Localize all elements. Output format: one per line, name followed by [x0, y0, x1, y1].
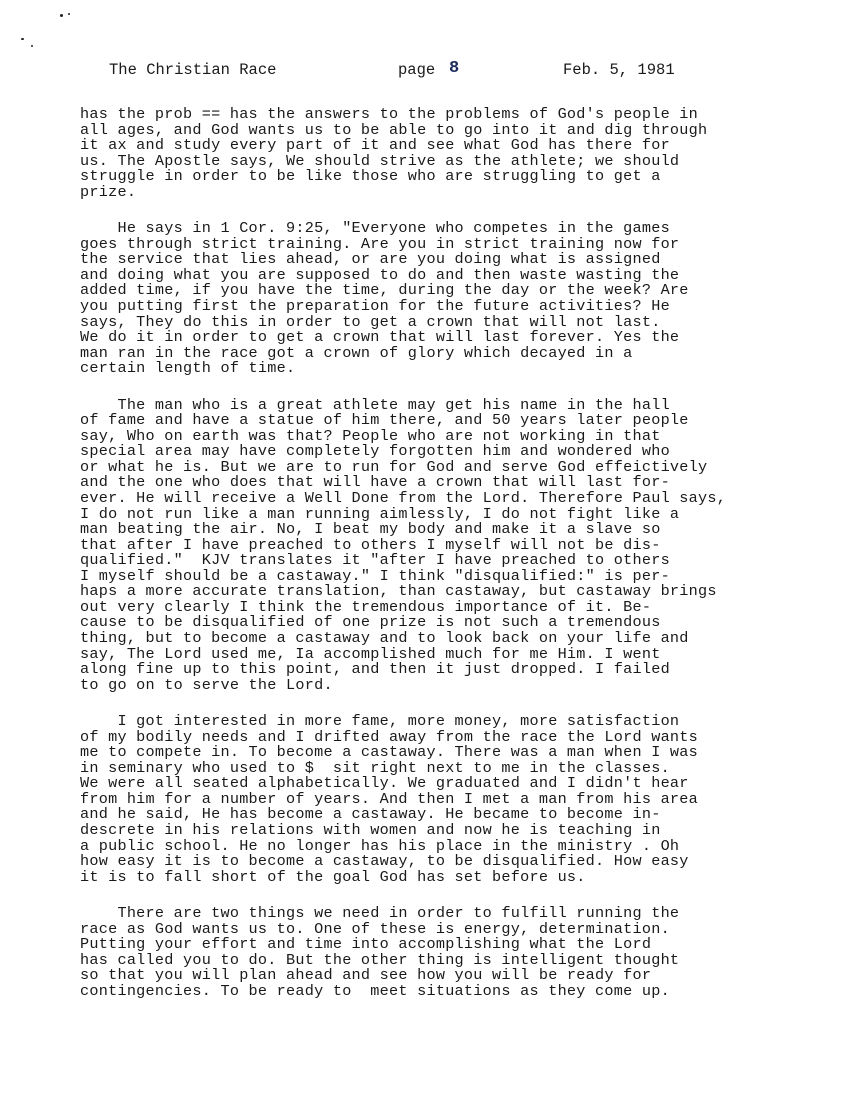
text-line: We do it in order to get a crown that will last forever. Yes the: [80, 328, 680, 347]
document-date: Feb. 5, 1981: [563, 61, 675, 79]
text-line: or what he is. But we are to run for God and serve God effeictively: [80, 457, 708, 476]
document-title: The Christian Race: [109, 61, 277, 79]
text-line: struggle in order to be like those who are struggling to get a: [80, 167, 661, 186]
paragraph: [80, 107, 820, 200]
text-line: descrete in his relations with women and now he is teaching in: [80, 820, 661, 839]
text-line: added time, if you have the time, during the day or the week? Are: [80, 281, 689, 300]
body-text: [80, 107, 820, 1020]
text-line: man beating the air. No, I beat my body and make it a slave so: [80, 520, 661, 539]
text-line: I got interested in more fame, more money, more satisfaction: [80, 712, 680, 731]
text-line: so that you will plan ahead and see how you will be ready for: [80, 966, 652, 985]
text-line: special area may have completely forgotten him and wondered who: [80, 442, 670, 461]
text-line: say, The Lord used me, Ia accomplished much for me Him. I went: [80, 644, 661, 663]
text-line: in seminary who used to $ sit right next to me in the classes.: [80, 758, 670, 777]
text-line: He says in 1 Cor. 9:25, "Everyone who competes in the games: [80, 219, 670, 238]
text-line: of fame and have a statue of him there, and 50 years later people: [80, 411, 689, 430]
text-line: There are two things we need in order to fulfill running the: [80, 904, 680, 923]
text-line: from him for a number of years. And then I met a man from his area: [80, 789, 699, 808]
text-line: prize.: [80, 182, 137, 201]
text-line: The man who is a great athlete may get his name in the hall: [80, 395, 670, 414]
ink-speck: [21, 38, 24, 40]
text-line: us. The Apostle says, We should strive as the athlete; we should: [80, 151, 680, 170]
text-line: goes through strict training. Are you in strict training now for: [80, 234, 680, 253]
paragraph: [80, 714, 820, 885]
text-line: thing, but to become a castaway and to look back on your life and: [80, 628, 689, 647]
text-line: along fine up to this point, and then it just dropped. I failed: [80, 660, 670, 679]
text-line: to go on to serve the Lord.: [80, 675, 333, 694]
text-line: has the prob == has the answers to the problems of God's people in: [80, 105, 699, 123]
text-line: race as God wants us to. One of these is energy, determination.: [80, 919, 670, 938]
text-line: it is to fall short of the goal God has set before us.: [80, 867, 586, 886]
text-line: that after I have preached to others I myself will not be dis-: [80, 535, 661, 554]
ink-speck: [68, 13, 70, 15]
text-line: out very clearly I think the tremendous importance of it. Be-: [80, 597, 652, 616]
paragraph: [80, 906, 820, 999]
text-line: of my bodily needs and I drifted away from the race the Lord wants: [80, 727, 699, 746]
text-line: cause to be disqualified of one prize is not such a tremendous: [80, 613, 661, 632]
text-line: and he said, He has become a castaway. He became to become in-: [80, 805, 661, 824]
page-header: [0, 61, 851, 83]
page-label: page: [398, 61, 436, 79]
text-line: I do not run like a man running aimlessly, I do not fight like a: [80, 504, 680, 523]
text-line: how easy it is to become a castaway, to be disqualified. How easy: [80, 852, 689, 871]
ink-speck: [31, 45, 33, 47]
text-line: man ran in the race got a crown of glory which decayed in a: [80, 343, 633, 362]
text-line: and doing what you are supposed to do and then waste wasting the: [80, 265, 680, 284]
text-line: has called you to do. But the other thing is intelligent thought: [80, 950, 680, 969]
text-line: ever. He will receive a Well Done from the Lord. Therefore Paul says,: [80, 489, 727, 508]
text-line: certain length of time.: [80, 359, 296, 378]
text-line: you putting first the preparation for the future activities? He: [80, 297, 670, 316]
text-line: Putting your effort and time into accomplishing what the Lord: [80, 935, 652, 954]
text-line: it ax and study every part of it and see what God has there for: [80, 136, 670, 155]
text-line: contingencies. To be ready to meet situations as they come up.: [80, 981, 670, 1000]
text-line: all ages, and God wants us to be able to go into it and dig through: [80, 120, 708, 139]
ink-speck: [60, 14, 63, 17]
text-line: I myself should be a castaway." I think "disqualified:" is per-: [80, 566, 670, 585]
text-line: a public school. He no longer has his place in the ministry . Oh: [80, 836, 680, 855]
text-line: qualified." KJV translates it "after I have preached to others: [80, 551, 670, 570]
text-line: haps a more accurate translation, than castaway, but castaway brings: [80, 582, 717, 601]
paragraph: [80, 395, 820, 694]
text-line: say, Who on earth was that? People who are not working in that: [80, 426, 661, 445]
text-line: the service that lies ahead, or are you doing what is assigned: [80, 250, 661, 269]
paragraph: [80, 221, 820, 376]
text-line: and the one who does that will have a crown that will last for-: [80, 473, 670, 492]
text-line: me to compete in. To become a castaway. There was a man when I was: [80, 743, 699, 762]
page-number: 8: [449, 59, 460, 78]
text-line: says, They do this in order to get a crown that will not last.: [80, 312, 661, 331]
text-line: We were all seated alphabetically. We graduated and I didn't hear: [80, 774, 689, 793]
